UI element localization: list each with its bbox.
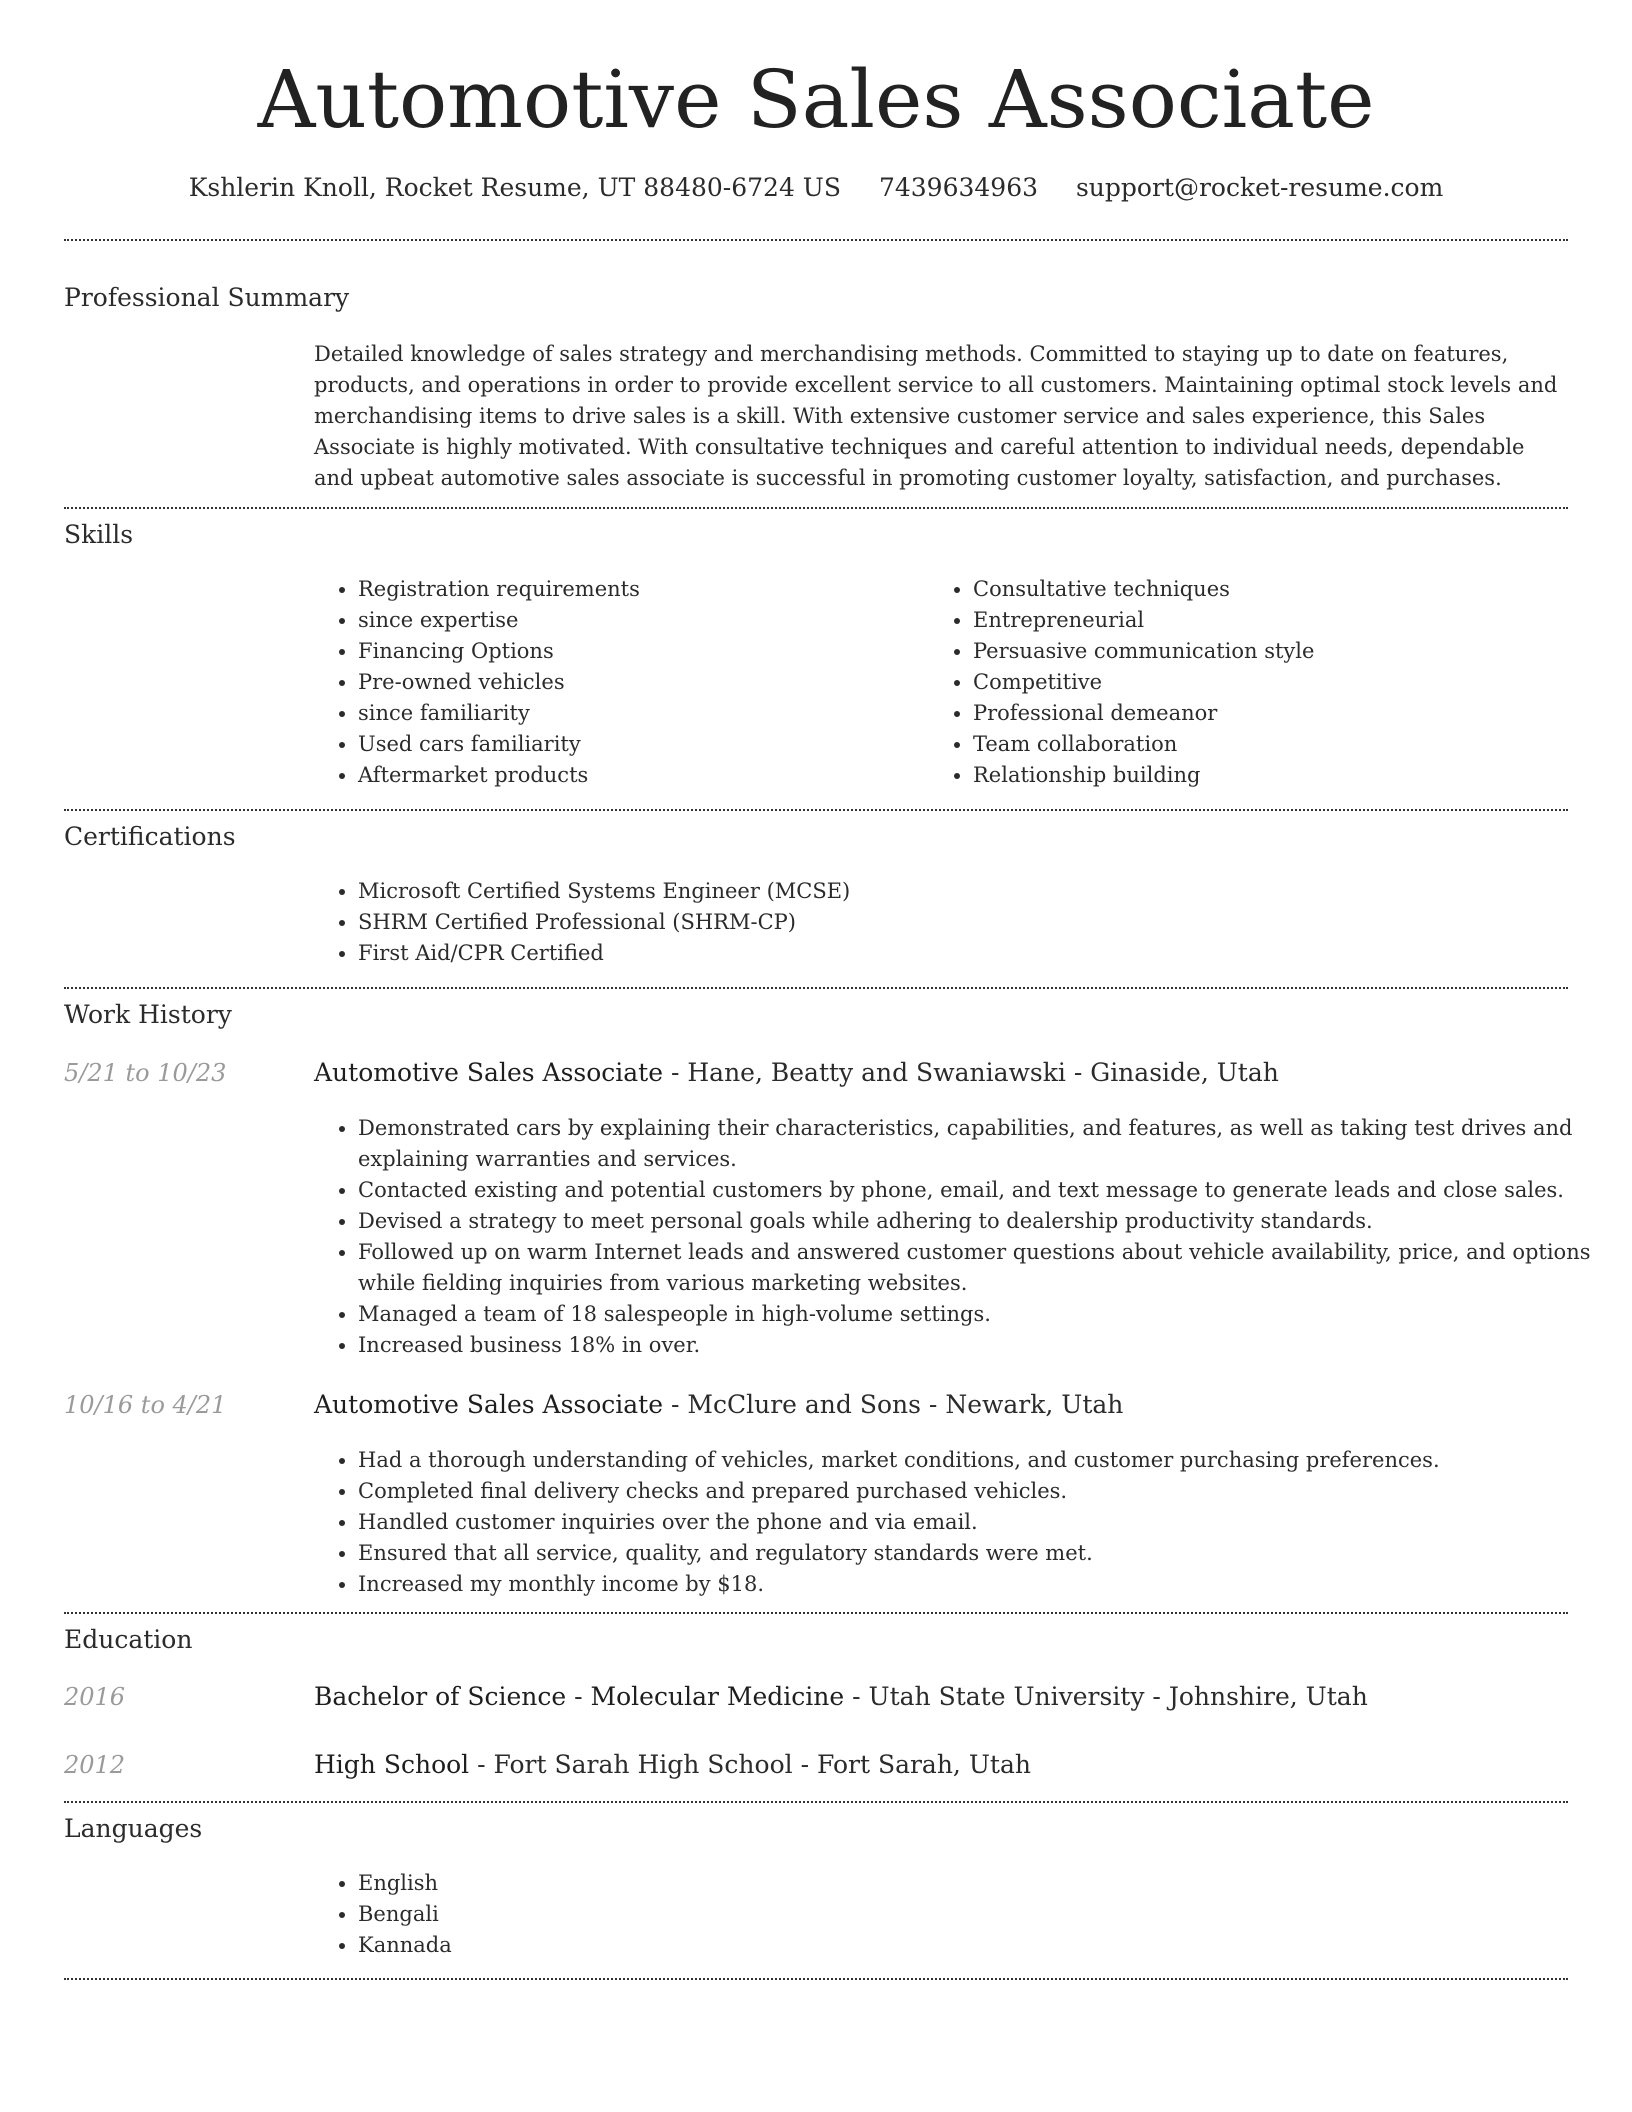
list-item: • Relationship building: [973, 760, 1593, 791]
education-field: Molecular Medicine: [590, 1682, 845, 1711]
list-item: • Consultative techniques: [973, 574, 1593, 605]
skills-list-right: [929, 574, 1593, 791]
list-item: • Handled customer inquiries over the phone and via email.: [358, 1507, 1614, 1538]
list-item: • Aftermarket products: [358, 760, 928, 791]
list-item: • Pre-owned vehicles: [358, 667, 928, 698]
separator: -: [1144, 1682, 1169, 1711]
list-item: • Professional demeanor: [973, 698, 1593, 729]
list-item: • since expertise: [358, 605, 928, 636]
languages-list: [314, 1868, 958, 1961]
education-degree: High School: [314, 1750, 470, 1779]
job-company: Hane, Beatty and Swaniawski: [687, 1058, 1066, 1087]
education-school: Fort Sarah High School: [493, 1750, 793, 1779]
contact-email: support@rocket-resume.com: [1075, 173, 1444, 202]
separator: -: [566, 1682, 591, 1711]
list-item: • Followed up on warm Internet leads and answered customer questions about vehicle availability, price, and options while fielding inquiries from various marketing websites.: [358, 1237, 1614, 1299]
contact-address: Kshlerin Knoll, Rocket Resume, UT 88480-6724 US: [188, 173, 841, 202]
list-item: • Kannada: [358, 1930, 958, 1961]
contact-phone: 7439634963: [878, 173, 1039, 202]
separator: -: [920, 1390, 946, 1419]
separator: -: [469, 1750, 494, 1779]
list-item: • Used cars familiarity: [358, 729, 928, 760]
education-year: 2016: [64, 1683, 126, 1711]
list-item: • Team collaboration: [973, 729, 1593, 760]
resume-title: Automotive Sales Associate: [257, 53, 1375, 146]
certifications-heading: Certifications: [64, 822, 236, 851]
education-entry: [314, 1748, 1031, 1782]
list-item: • Managed a team of 18 salespeople in high-volume settings.: [358, 1299, 1614, 1330]
list-item: • Competitive: [973, 667, 1593, 698]
skills-heading: Skills: [64, 520, 134, 549]
list-item: • SHRM Certified Professional (SHRM-CP): [358, 907, 1558, 938]
education-year: 2012: [64, 1751, 126, 1779]
list-item: • Persuasive communication style: [973, 636, 1593, 667]
list-item: • Financing Options: [358, 636, 928, 667]
education-location: Johnshire, Utah: [1168, 1682, 1368, 1711]
job-header: [314, 1388, 1123, 1422]
job-dates: 5/21 to 10/23: [64, 1059, 227, 1087]
list-item: • Demonstrated cars by explaining their characteristics, capabilities, and features, as well as taking test drives and explaining warranties and services.: [358, 1113, 1614, 1175]
job-location: Ginaside, Utah: [1090, 1058, 1279, 1087]
job-company: McClure and Sons: [687, 1390, 921, 1419]
divider: [64, 987, 1568, 989]
languages-heading: Languages: [64, 1814, 203, 1843]
list-item: • Increased business 18% in over.: [358, 1330, 1614, 1361]
divider: [64, 507, 1568, 509]
list-item: • English: [358, 1868, 958, 1899]
contact-line: [0, 170, 1632, 206]
separator: -: [1065, 1058, 1091, 1087]
list-item: • Entrepreneurial: [973, 605, 1593, 636]
separator: -: [663, 1058, 688, 1087]
list-item: • Contacted existing and potential customers by phone, email, and text message to generate leads and close sales.: [358, 1175, 1614, 1206]
education-school: Utah State University: [868, 1682, 1145, 1711]
list-item: • Had a thorough understanding of vehicles, market conditions, and customer purchasing preferences.: [358, 1445, 1614, 1476]
divider: [64, 1978, 1568, 1980]
summary-text: Detailed knowledge of sales strategy and merchandising methods. Committed to staying up to date on features, products, and operations in order to provide excellent service to all customers. Maintaining optimal stock levels and merchandising items to drive sales is a skill. With extensive customer service and sales experience, this Sales Associate is highly motivated. With consultative techniques and careful attention to individual needs, dependable and upbeat automotive sales associate is successful in promoting customer loyalty, satisfaction, and purchases.: [314, 342, 1558, 490]
summary-heading: Professional Summary: [64, 283, 350, 312]
job-dates: 10/16 to 4/21: [64, 1391, 227, 1419]
certifications-list: [314, 876, 1558, 969]
education-entry: [314, 1680, 1368, 1714]
work-heading: Work History: [64, 1000, 232, 1029]
list-item: • since familiarity: [358, 698, 928, 729]
job-title: Automotive Sales Associate: [314, 1058, 664, 1087]
education-heading: Education: [64, 1625, 193, 1654]
list-item: • Bengali: [358, 1899, 958, 1930]
list-item: • First Aid/CPR Certified: [358, 938, 1558, 969]
job-title: Automotive Sales Associate: [314, 1390, 664, 1419]
list-item: • Devised a strategy to meet personal goals while adhering to dealership productivity standards.: [358, 1206, 1614, 1237]
job-location: Newark, Utah: [945, 1390, 1124, 1419]
list-item: • Completed final delivery checks and prepared purchased vehicles.: [358, 1476, 1614, 1507]
job-bullets: [314, 1113, 1614, 1361]
education-location: Fort Sarah, Utah: [816, 1750, 1031, 1779]
list-item: • Increased my monthly income by $18.: [358, 1569, 1614, 1600]
list-item: • Microsoft Certified Systems Engineer (MCSE): [358, 876, 1558, 907]
list-item: • Ensured that all service, quality, and regulatory standards were met.: [358, 1538, 1614, 1569]
skills-list-left: [314, 574, 928, 791]
divider: [64, 1612, 1568, 1614]
job-header: [314, 1056, 1279, 1090]
separator: -: [844, 1682, 869, 1711]
separator: -: [663, 1390, 688, 1419]
divider: [64, 239, 1568, 241]
separator: -: [792, 1750, 817, 1779]
divider: [64, 809, 1568, 811]
job-bullets: [314, 1445, 1614, 1600]
list-item: • Registration requirements: [358, 574, 928, 605]
divider: [64, 1801, 1568, 1803]
education-degree: Bachelor of Science: [314, 1682, 567, 1711]
